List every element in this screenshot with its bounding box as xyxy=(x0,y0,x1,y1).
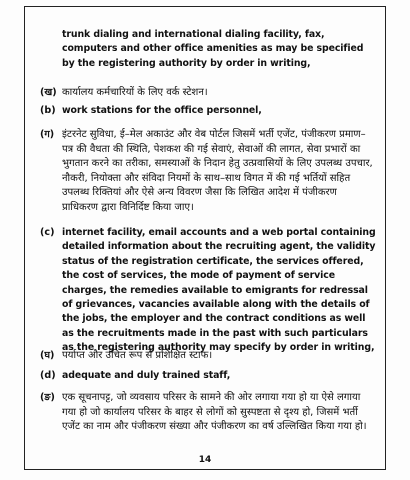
item-c-text: internet facility, email accounts and a web portal containing detailed information about the recruiting agent, the validity status of the registration certificate, the services offered, the cost of services, the mode of payment of service charges, the remedies available to emigrants for redressal of grievances, vacancies available along with the details of the jobs, the employer and the contract conditions as well as the recruitments made in the past with such particulars as the registering authority may specify by order in writing, xyxy=(62,227,376,354)
item-gha-marker: (घ) xyxy=(40,350,55,361)
item-d-marker: (d) xyxy=(40,370,56,381)
page-number: 14 xyxy=(198,455,212,465)
item-nga-marker: (ङ) xyxy=(40,392,55,403)
item-kha-text: कार्यालय कर्मचारियों के लिए वर्क स्टेशन। xyxy=(62,87,208,98)
item-b-text: work stations for the office personnel, xyxy=(62,105,262,116)
item-nga-text: एक सूचनापट्ट, जो व्यवसाय परिसर के सामने की ओर लगाया गया हो या ऐसे लगाया गया हो जो कार्यालय परिसर के बाहर से लोगों को सुस्पष्टता से दृश्य हो, जिसमें भर्ती एजेंट का नाम और पंजीकरण संख्या और पंजीकरण का वर्ष उल्लिखित किया गया हो। xyxy=(62,392,367,433)
intro-paragraph: trunk dialing and international dialing facility, fax, computers and other office amenities as may be specified by the registering authority by order in writing, xyxy=(62,29,364,69)
item-kha-marker: (ख) xyxy=(40,87,57,98)
item-c-marker: (c) xyxy=(40,227,55,238)
item-ga-marker: (ग) xyxy=(40,129,55,140)
item-b-marker: (b) xyxy=(40,105,56,116)
item-gha-text: पर्याप्त और उचित रूप से प्रशिक्षित स्टाफ। xyxy=(62,350,213,361)
item-d-text: adequate and duly trained staff, xyxy=(62,370,231,381)
item-ga-text: इंटरनेट सुविधा, ई–मेल अकाउंट और वेब पोर्टल जिसमें भर्ती एजेंट, पंजीकरण प्रमाण–पत्र की वैधता की स्थिति, पेशकश की गई सेवाएं, सेवाओं की लागत, सेवा प्रभारों का भुगतान करने का तरीका, समस्याओं के निदान हेतु उत्प्रवासियों के लिए उपलब्ध उपचार, नौकरी, नियोक्ता और संविदा नियमों के साथ–साथ विगत में की गई भर्तियों सहित उपलब्ध रिक्तियां और ऐसे अन्य विवरण जैसा कि लिखित आदेश में पंजीकरण प्राधिकरण द्वारा विनिर्दिष्ट किया जाए। xyxy=(62,129,373,213)
